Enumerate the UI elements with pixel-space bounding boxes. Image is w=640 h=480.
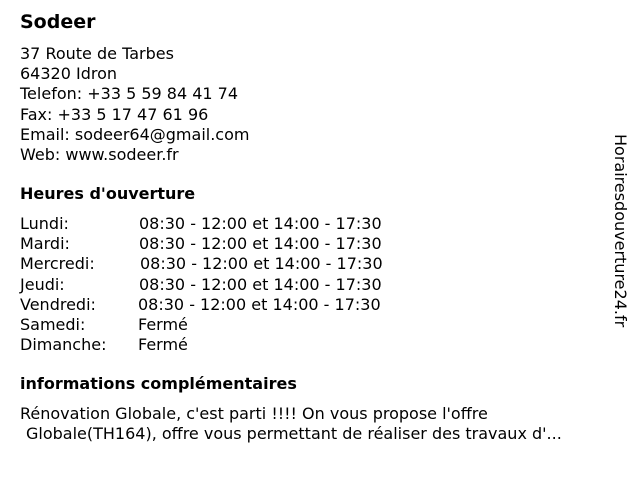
additional-info-text [20, 404, 562, 444]
fax-number: Fax: +33 5 17 47 61 96 [20, 104, 209, 124]
day-label: Vendredi: [20, 294, 96, 314]
day-label: Mercredi: [20, 254, 95, 274]
day-label: Jeudi: [20, 274, 65, 294]
watermark-text: Horairesdouverture24.fr [611, 134, 630, 328]
day-label: Mardi: [20, 234, 70, 254]
contact-block [20, 44, 249, 165]
hours-value: 08:30 - 12:00 et 14:00 - 17:30 [140, 254, 383, 274]
phone-number: Telefon: +33 5 59 84 41 74 [20, 84, 239, 104]
hours-value: Fermé [138, 314, 188, 334]
day-label: Samedi: [20, 314, 86, 334]
opening-hours-heading: Heures d'ouverture [20, 184, 196, 203]
hours-value: Fermé [138, 335, 188, 355]
hours-value: 08:30 - 12:00 et 14:00 - 17:30 [139, 234, 382, 254]
website: Web: www.sodeer.fr [20, 145, 179, 165]
email-address: Email: sodeer64@gmail.com [20, 124, 250, 144]
info-line: Rénovation Globale, c'est parti !!!! On vous propose l'offre [20, 404, 488, 423]
day-label: Dimanche: [20, 335, 107, 355]
info-line: Globale(TH164), offre vous permettant de réaliser des travaux d'... [26, 424, 562, 444]
day-label: Lundi: [20, 214, 69, 233]
watermark [610, 134, 630, 346]
hours-value: 08:30 - 12:00 et 14:00 - 17:30 [139, 274, 382, 294]
address-street: 37 Route de Tarbes [20, 44, 174, 63]
additional-info-heading: informations complémentaires [20, 374, 297, 393]
business-name: Sodeer [20, 11, 96, 33]
hours-value: 08:30 - 12:00 et 14:00 - 17:30 [138, 294, 381, 314]
hours-value: 08:30 - 12:00 et 14:00 - 17:30 [139, 214, 382, 233]
address-city: 64320 Idron [20, 64, 118, 84]
